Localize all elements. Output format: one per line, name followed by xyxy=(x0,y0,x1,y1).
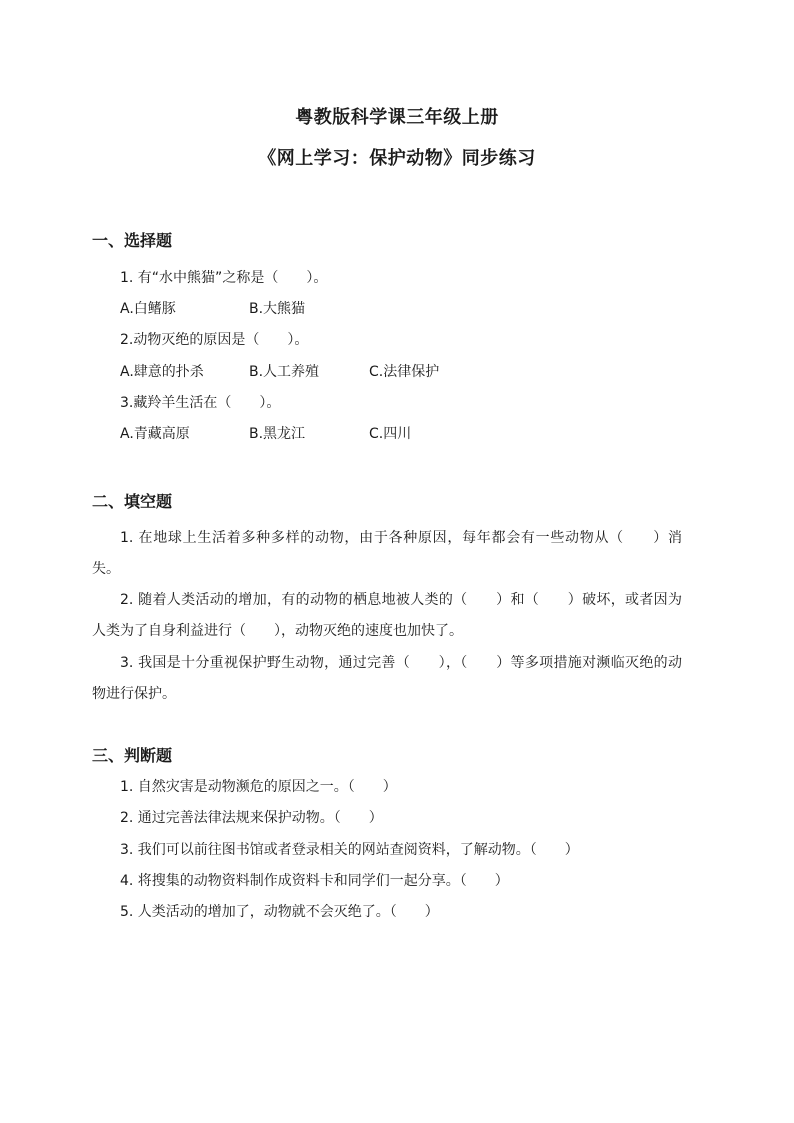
choice-option: B.大熊猫 xyxy=(249,301,306,317)
choice-question-1: 1. 有“水中熊猫”之称是（ ）。 xyxy=(120,270,328,286)
section-heading-fill: 二、填空题 xyxy=(92,492,173,511)
choice-question-2: 2.动物灭绝的原因是（ ）。 xyxy=(120,332,309,348)
page-title: 粤教版科学课三年级上册 xyxy=(295,107,499,128)
fill-question-3: 3. 我国是十分重视保护野生动物，通过完善（ ），（ ）等多项措施对濒临灭绝的动物进行保护。 xyxy=(92,655,682,702)
page-subtitle: 《网上学习：保护动物》同步练习 xyxy=(258,148,536,169)
choice-option: A.白鳍豚 xyxy=(120,301,176,317)
judge-question-3: 3. 我们可以前往图书馆或者登录相关的网站查阅资料，了解动物。（ ） xyxy=(120,842,579,858)
judge-question-4: 4. 将搜集的动物资料制作成资料卡和同学们一起分享。（ ） xyxy=(120,873,509,889)
choice-option: B.人工养殖 xyxy=(249,364,320,380)
choice-option: A.肆意的扑杀 xyxy=(120,364,204,380)
fill-question-1: 1. 在地球上生活着多种多样的动物，由于各种原因，每年都会有一些动物从（ ）消失。 xyxy=(92,530,682,577)
section-heading-judge: 三、判断题 xyxy=(92,746,173,765)
section-heading-choice: 一、选择题 xyxy=(92,231,173,250)
judge-question-2: 2. 通过完善法律法规来保护动物。（ ） xyxy=(120,810,383,826)
judge-question-5: 5. 人类活动的增加了，动物就不会灭绝了。（ ） xyxy=(120,904,439,920)
choice-option: C.法律保护 xyxy=(369,364,440,380)
choice-option: C.四川 xyxy=(369,426,412,442)
choice-option: A.青藏高原 xyxy=(120,426,190,442)
judge-question-1: 1. 自然灾害是动物濒危的原因之一。（ ） xyxy=(120,779,397,795)
fill-question-2: 2. 随着人类活动的增加，有的动物的栖息地被人类的（ ）和（ ）破坏，或者因为人类为了自身利益进行（ ），动物灭绝的速度也加快了。 xyxy=(92,592,682,639)
choice-option: B.黑龙江 xyxy=(249,426,306,442)
choice-question-3: 3.藏羚羊生活在（ ）。 xyxy=(120,395,281,411)
